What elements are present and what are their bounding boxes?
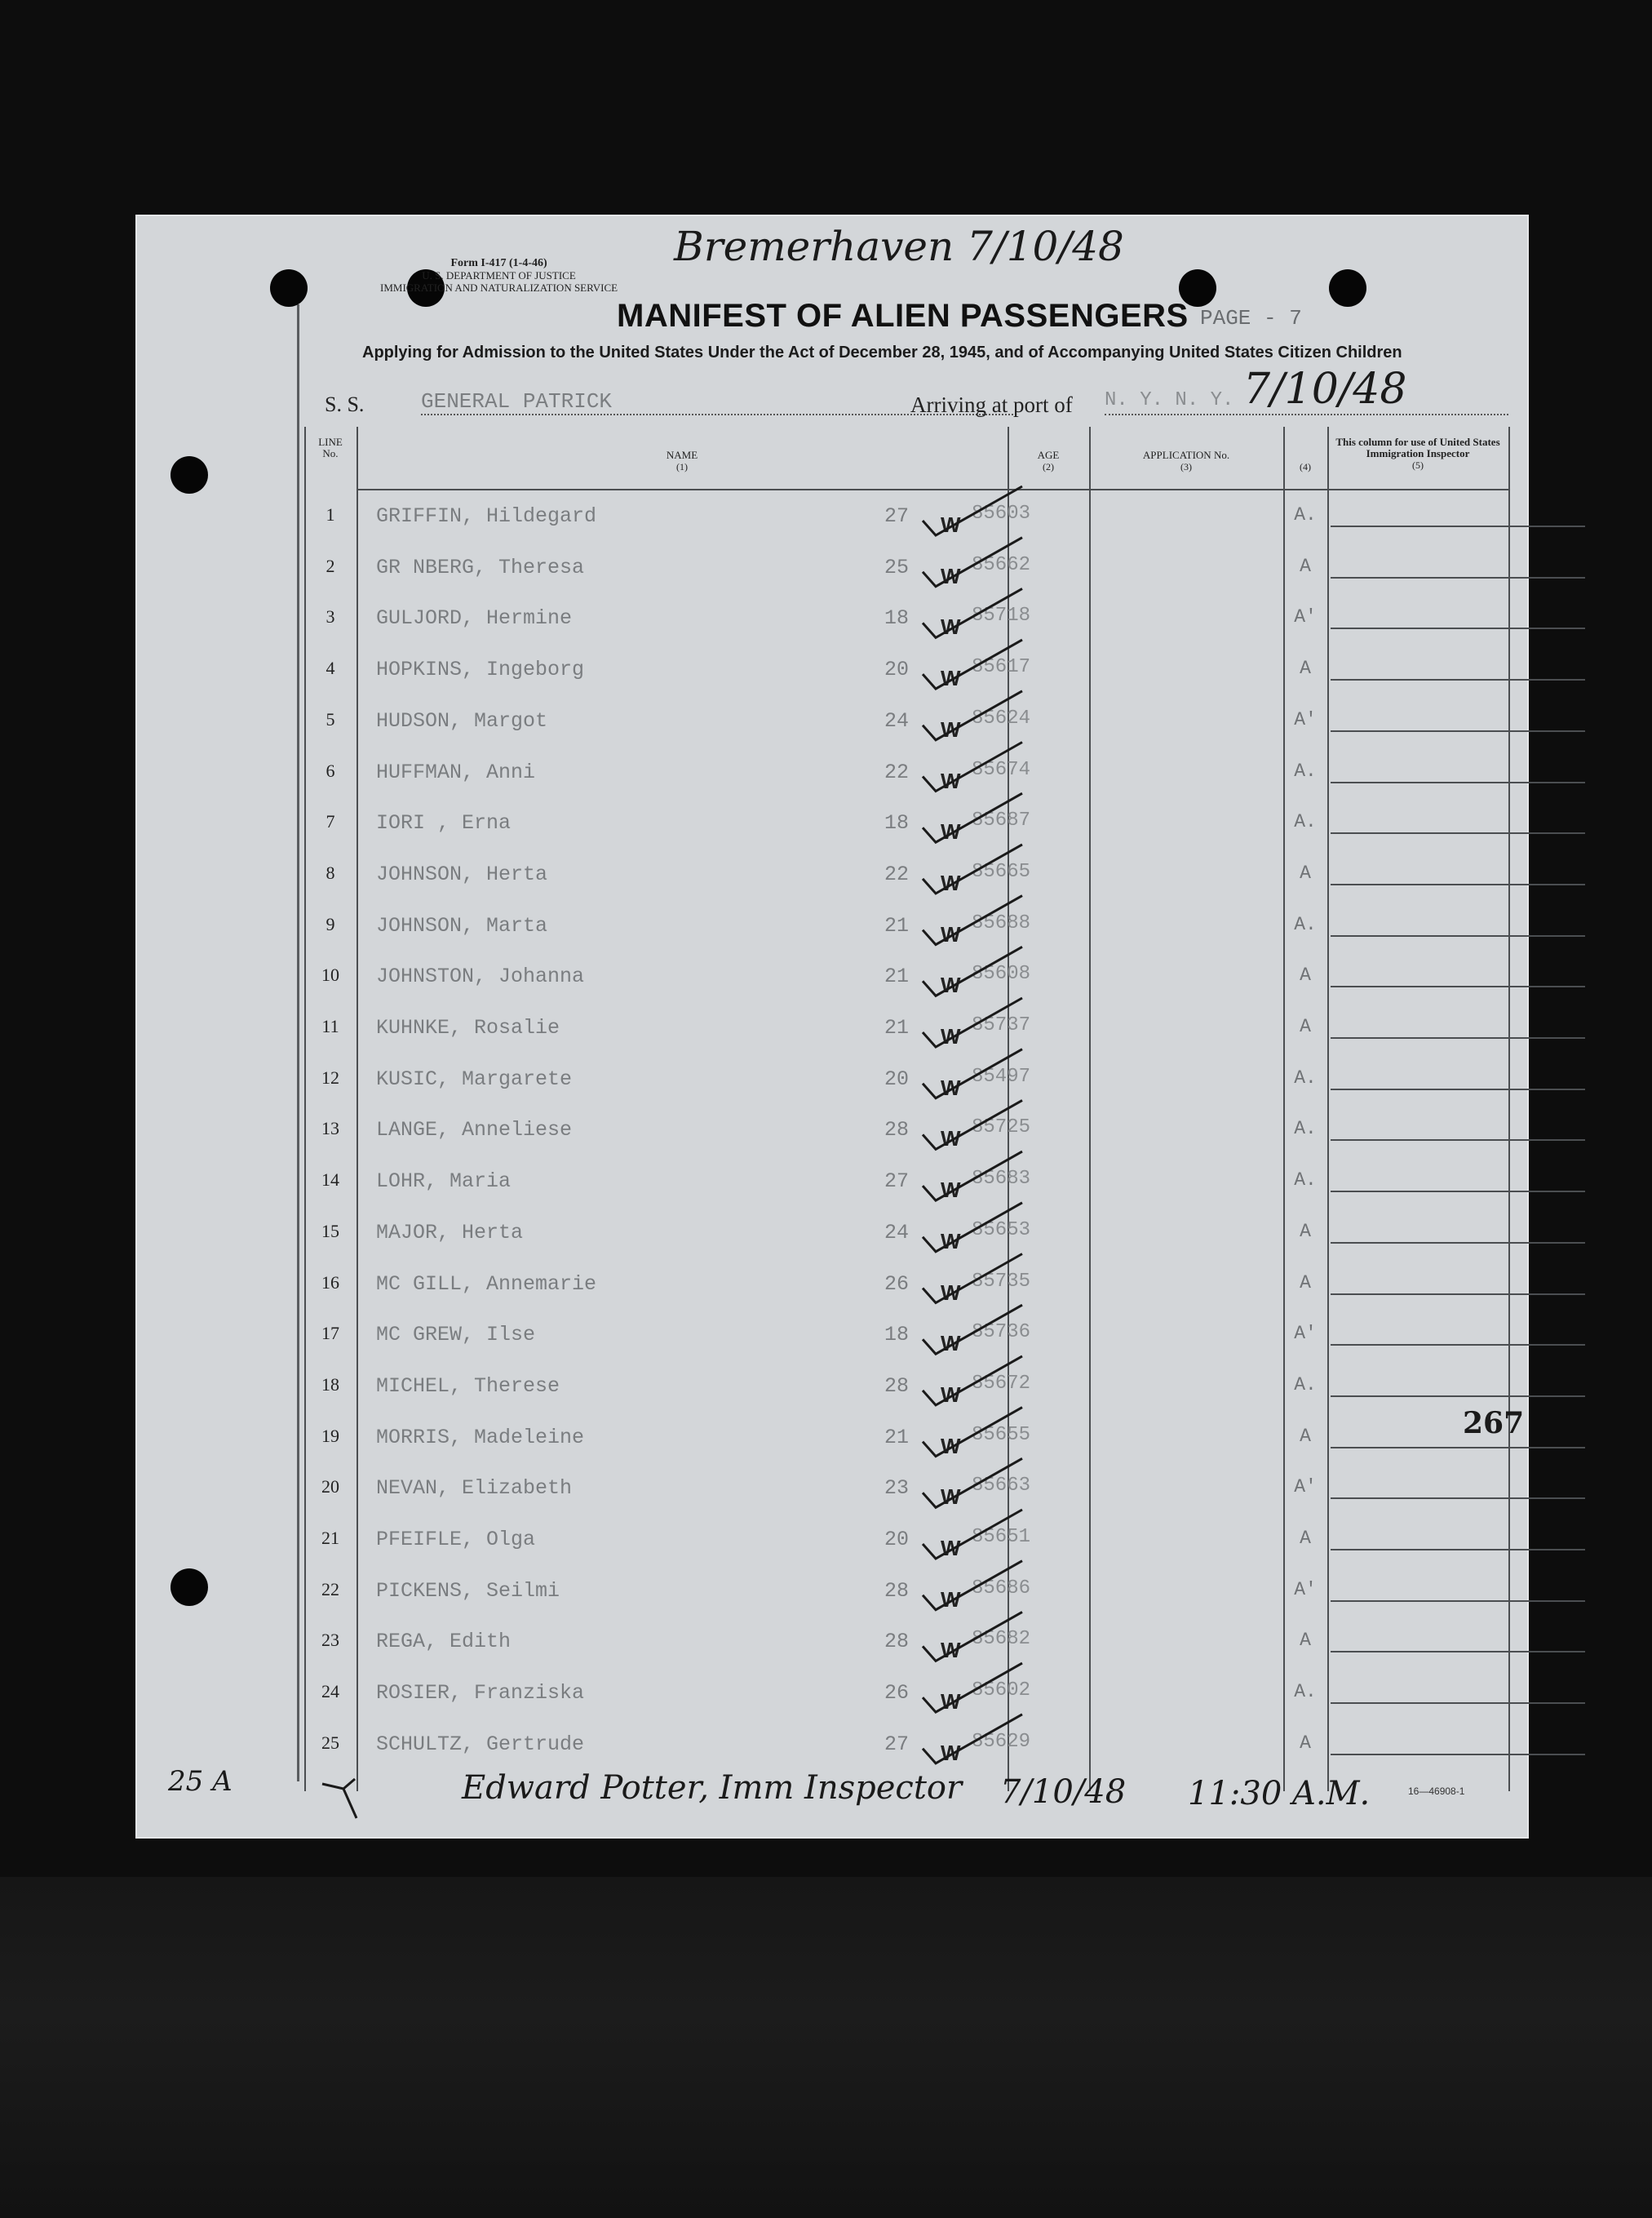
ship-name: GENERAL PATRICK: [421, 389, 613, 414]
port-field: [1105, 365, 1508, 415]
passenger-age: 27: [884, 1732, 909, 1756]
signature-date: 7/10/48: [1000, 1773, 1127, 1811]
passenger-name: MC GILL, Annemarie: [376, 1271, 597, 1296]
status-mark: W: [941, 973, 961, 998]
status-mark: W: [941, 1126, 961, 1151]
line-number: 21: [321, 1528, 339, 1548]
check-mark: [923, 486, 1022, 535]
passenger-name: KUHNKE, Rosalie: [376, 1016, 560, 1040]
application-number: 85735: [972, 1270, 1031, 1293]
passenger-name: PFEIFLE, Olga: [376, 1528, 536, 1551]
admission-code: A: [1300, 965, 1311, 987]
port-name: N. Y. N. Y.: [1105, 389, 1234, 411]
line-number: 12: [321, 1067, 339, 1088]
status-mark: W: [941, 870, 961, 895]
admission-code: A.: [1294, 760, 1317, 782]
passenger-age: 27: [884, 504, 909, 528]
status-mark: W: [941, 1638, 961, 1663]
admission-code: A: [1300, 658, 1311, 680]
status-mark: W: [941, 1024, 961, 1049]
status-mark: W: [941, 1075, 961, 1100]
application-number: 85736: [972, 1321, 1031, 1344]
passenger-age: 21: [884, 913, 909, 938]
status-mark: W: [941, 1536, 961, 1560]
admission-code: A.: [1294, 1067, 1317, 1089]
passenger-age: 20: [884, 1067, 909, 1091]
status-mark: W: [941, 819, 961, 845]
passenger-age: 21: [884, 965, 909, 989]
line-number: 25: [321, 1732, 339, 1753]
admission-code: A.: [1294, 1681, 1317, 1703]
status-mark: W: [941, 1280, 961, 1305]
passenger-name: HUDSON, Margot: [376, 708, 548, 733]
admission-code: A.: [1294, 1169, 1317, 1191]
application-number: 85497: [972, 1065, 1031, 1088]
status-mark: W: [941, 1228, 961, 1253]
admission-code: A.: [1294, 913, 1317, 935]
passenger-name: NEVAN, Elizabeth: [376, 1476, 573, 1501]
status-mark: W: [941, 512, 961, 537]
service-name: IMMIGRATION AND NATURALIZATION SERVICE: [380, 282, 618, 294]
status-mark: W: [941, 1331, 961, 1356]
passenger-age: 20: [884, 658, 909, 682]
application-number: 85686: [972, 1577, 1031, 1599]
status-mark: W: [941, 1740, 961, 1765]
passenger-age: 28: [884, 1373, 909, 1398]
status-mark: W: [941, 921, 961, 947]
status-mark: W: [941, 768, 961, 793]
check-mark: [923, 998, 1022, 1047]
passenger-age: 18: [884, 811, 909, 836]
handwritten-port-date: Bremerhaven 7/10/48: [674, 223, 1124, 270]
line-number: 24: [321, 1681, 339, 1702]
passenger-name: MC GREW, Ilse: [376, 1323, 536, 1347]
status-mark: W: [941, 1586, 961, 1612]
line-number: 3: [326, 606, 335, 628]
margin-rule: [297, 304, 299, 1781]
handwritten-count: 25 A: [168, 1765, 233, 1798]
application-number: 85718: [972, 605, 1031, 628]
application-number: 85674: [972, 758, 1031, 781]
admission-code: A: [1300, 1220, 1311, 1242]
check-mark: [923, 1458, 1022, 1507]
admission-code: A: [1300, 1425, 1311, 1447]
line-number: 5: [326, 708, 335, 730]
application-number: 85663: [972, 1475, 1031, 1497]
check-mark: [923, 1612, 1022, 1661]
application-number: 85687: [972, 810, 1031, 832]
admission-code: A: [1300, 862, 1311, 884]
passenger-name: JOHNSTON, Johanna: [376, 965, 585, 989]
passenger-name: LANGE, Anneliese: [376, 1118, 573, 1142]
column-header-name: NAME (1): [666, 449, 698, 472]
application-number: 85672: [972, 1372, 1031, 1395]
passenger-age: 28: [884, 1118, 909, 1142]
form-code: 16—46908-1: [1408, 1785, 1465, 1797]
passenger-name: GRIFFIN, Hildegard: [376, 504, 597, 528]
passenger-name: LOHR, Maria: [376, 1169, 512, 1194]
passenger-age: 20: [884, 1528, 909, 1551]
application-number: 85653: [972, 1218, 1031, 1241]
status-mark: W: [941, 1689, 961, 1715]
manifest-sheet: [135, 215, 1529, 1839]
application-number: 85737: [972, 1014, 1031, 1036]
signature-time: 11:30 A.M.: [1188, 1775, 1371, 1812]
passenger-age: 23: [884, 1476, 909, 1501]
application-number: 85662: [972, 553, 1031, 576]
admission-code: A: [1300, 1630, 1311, 1652]
check-mark: [923, 588, 1022, 637]
scan-background-band: [0, 1877, 1652, 2218]
check-mark: [923, 538, 1022, 587]
application-number: 85617: [972, 656, 1031, 679]
line-number: 16: [321, 1271, 339, 1293]
line-number: 15: [321, 1220, 339, 1241]
application-number: 85665: [972, 860, 1031, 883]
column-header-line: LINE No.: [318, 436, 343, 459]
inspector-check-marks: [304, 427, 1510, 1798]
passenger-name: HOPKINS, Ingeborg: [376, 658, 585, 682]
column-header-application: APPLICATION No. (3): [1142, 449, 1230, 472]
check-mark: [923, 947, 1022, 996]
line-number: 23: [321, 1630, 339, 1651]
passenger-name: GULJORD, Hermine: [376, 606, 573, 631]
check-mark: [923, 1356, 1022, 1405]
application-number: 85651: [972, 1526, 1031, 1548]
line-number: 1: [326, 504, 335, 525]
passenger-age: 21: [884, 1425, 909, 1449]
passenger-name: JOHNSON, Herta: [376, 862, 548, 886]
application-number: 85603: [972, 503, 1031, 525]
handwritten-arrival-date: 7/10/48: [1243, 365, 1407, 414]
passenger-name: ROSIER, Franziska: [376, 1681, 585, 1706]
passenger-age: 25: [884, 555, 909, 579]
passenger-age: 28: [884, 1630, 909, 1654]
passenger-name: KUSIC, Margarete: [376, 1067, 573, 1091]
admission-code: A: [1300, 1732, 1311, 1754]
line-number: 22: [321, 1578, 339, 1599]
punch-hole: [171, 1568, 208, 1606]
page-subtitle: Applying for Admission to the United States Under the Act of December 28, 1945, and of Accompanying United States Citizen Children: [362, 344, 1402, 362]
admission-code: A': [1294, 708, 1317, 730]
application-number: 85682: [972, 1628, 1031, 1651]
page-number: PAGE - 7: [1200, 306, 1302, 330]
check-mark: [923, 896, 1022, 945]
passenger-name: REGA, Edith: [376, 1630, 512, 1654]
line-number: 19: [321, 1425, 339, 1446]
punch-hole: [270, 269, 308, 307]
line-number: 7: [326, 811, 335, 832]
line-number: 20: [321, 1476, 339, 1497]
line-number: 17: [321, 1323, 339, 1344]
check-mark: [923, 1049, 1022, 1098]
admission-code: A.: [1294, 504, 1317, 526]
status-mark: W: [941, 716, 961, 742]
stamped-number: 267: [1463, 1406, 1525, 1440]
passenger-age: 24: [884, 708, 909, 733]
admission-code: A.: [1294, 1373, 1317, 1395]
status-mark: W: [941, 1382, 961, 1407]
check-mark: [923, 1510, 1022, 1559]
application-number: 85629: [972, 1730, 1031, 1753]
admission-code: A': [1294, 1476, 1317, 1498]
application-number: 85608: [972, 963, 1031, 986]
check-mark: [923, 1663, 1022, 1712]
line-number: 13: [321, 1118, 339, 1139]
status-mark: W: [941, 1178, 961, 1203]
passenger-age: 26: [884, 1271, 909, 1296]
passenger-name: MORRIS, Madeleine: [376, 1425, 585, 1449]
check-mark: [923, 640, 1022, 689]
check-mark: [923, 1203, 1022, 1252]
line-number: 4: [326, 658, 335, 679]
column-header-age: AGE (2): [1037, 449, 1060, 472]
status-mark: W: [941, 666, 961, 691]
column-header-4: (4): [1300, 461, 1311, 472]
department-name: U. S. DEPARTMENT OF JUSTICE: [422, 269, 576, 282]
passenger-name: GR NBERG, Theresa: [376, 555, 585, 579]
status-mark: W: [941, 614, 961, 640]
passenger-name: PICKENS, Seilmi: [376, 1578, 560, 1603]
admission-code: A: [1300, 555, 1311, 577]
check-mark: [923, 743, 1022, 792]
check-mark: [923, 1254, 1022, 1303]
passenger-age: 24: [884, 1220, 909, 1244]
passenger-age: 22: [884, 760, 909, 784]
admission-code: A: [1300, 1271, 1311, 1293]
check-mark: [923, 845, 1022, 894]
application-number: 85683: [972, 1168, 1031, 1191]
passenger-name: IORI , Erna: [376, 811, 512, 836]
check-mark: [923, 691, 1022, 740]
line-number: 8: [326, 862, 335, 883]
admission-code: A': [1294, 606, 1317, 628]
arriving-label: Arriving at port of: [910, 393, 1073, 417]
line-number: 11: [321, 1016, 339, 1036]
ship-label: S. S.: [325, 393, 365, 416]
admission-code: A: [1300, 1016, 1311, 1037]
manifest-table: [304, 427, 1525, 1798]
line-number: 10: [321, 965, 339, 986]
line-number: 6: [326, 760, 335, 781]
admission-code: A.: [1294, 1118, 1317, 1140]
inspector-signature: Edward Potter, Imm Inspector: [462, 1769, 963, 1807]
line-number: 18: [321, 1373, 339, 1395]
page-title: MANIFEST OF ALIEN PASSENGERS: [617, 298, 1189, 334]
check-mark: [923, 1100, 1022, 1149]
passenger-name: MAJOR, Herta: [376, 1220, 524, 1244]
application-number: 85602: [972, 1679, 1031, 1702]
admission-code: A: [1300, 1528, 1311, 1549]
status-mark: W: [941, 563, 961, 588]
passenger-name: SCHULTZ, Gertrude: [376, 1732, 585, 1756]
passenger-age: 18: [884, 606, 909, 631]
passenger-age: 28: [884, 1578, 909, 1603]
passenger-age: 27: [884, 1169, 909, 1194]
admission-code: A.: [1294, 811, 1317, 833]
passenger-age: 18: [884, 1323, 909, 1347]
application-number: 85655: [972, 1423, 1031, 1446]
application-number: 85624: [972, 707, 1031, 730]
passenger-age: 26: [884, 1681, 909, 1706]
passenger-age: 21: [884, 1016, 909, 1040]
passenger-name: MICHEL, Therese: [376, 1373, 560, 1398]
line-number: 2: [326, 555, 335, 576]
passenger-name: JOHNSON, Marta: [376, 913, 548, 938]
passenger-age: 22: [884, 862, 909, 886]
admission-code: A': [1294, 1578, 1317, 1600]
application-number: 85725: [972, 1116, 1031, 1139]
line-number: 14: [321, 1169, 339, 1191]
check-mark: [923, 1408, 1022, 1457]
check-mark: [923, 793, 1022, 842]
check-mark: [923, 1151, 1022, 1200]
tick-mark-icon: [319, 1777, 368, 1822]
check-mark: [923, 1715, 1022, 1763]
application-number: 85688: [972, 912, 1031, 934]
column-header-inspector: This column for use of United States Immigration Inspector (5): [1335, 436, 1500, 471]
form-number: Form I-417 (1-4-46): [450, 257, 547, 269]
admission-code: A': [1294, 1323, 1317, 1345]
punch-hole: [1329, 269, 1366, 307]
punch-hole: [171, 456, 208, 494]
line-number: 9: [326, 913, 335, 934]
check-mark: [923, 1305, 1022, 1354]
passenger-name: HUFFMAN, Anni: [376, 760, 536, 784]
status-mark: W: [941, 1484, 961, 1510]
form-identification: [380, 257, 618, 294]
check-mark: [923, 1561, 1022, 1610]
status-mark: W: [941, 1433, 961, 1458]
